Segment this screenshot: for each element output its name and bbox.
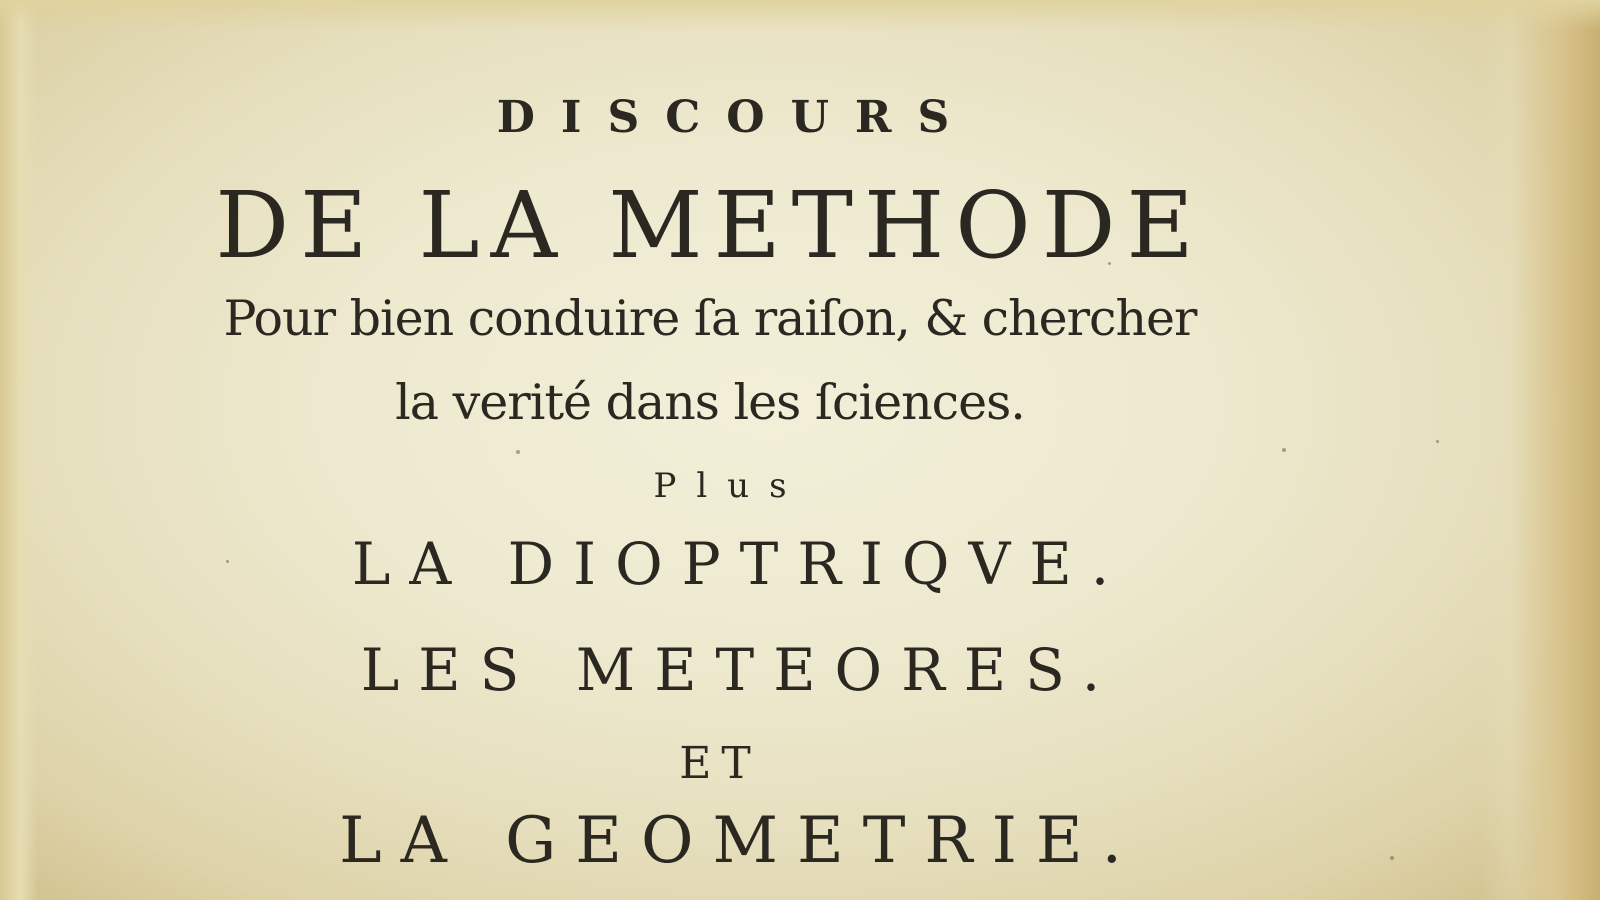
aged-right-edge bbox=[1480, 0, 1600, 900]
title-line-de-la-methode: DE LA METHODE bbox=[215, 172, 1205, 279]
subtitle-line-2: la verité dans les ſciences. bbox=[395, 374, 1025, 431]
paper-speck bbox=[1282, 448, 1286, 452]
title-line-discours: DISCOURS bbox=[496, 92, 976, 143]
aged-top-edge bbox=[0, 0, 1600, 30]
conjunction-et: ET bbox=[679, 738, 761, 789]
plus-label: Plus bbox=[653, 466, 807, 506]
part-la-geometrie: LA GEOMETRIE. bbox=[339, 804, 1141, 878]
part-la-dioptrique: LA DIOPTRIQVE. bbox=[351, 530, 1129, 598]
part-les-meteores: LES METEORES. bbox=[360, 636, 1120, 704]
paper-speck bbox=[1436, 440, 1439, 443]
subtitle-line-1: Pour bien conduire ſa raiſon, & chercher bbox=[223, 290, 1197, 347]
paper-speck bbox=[516, 450, 520, 454]
